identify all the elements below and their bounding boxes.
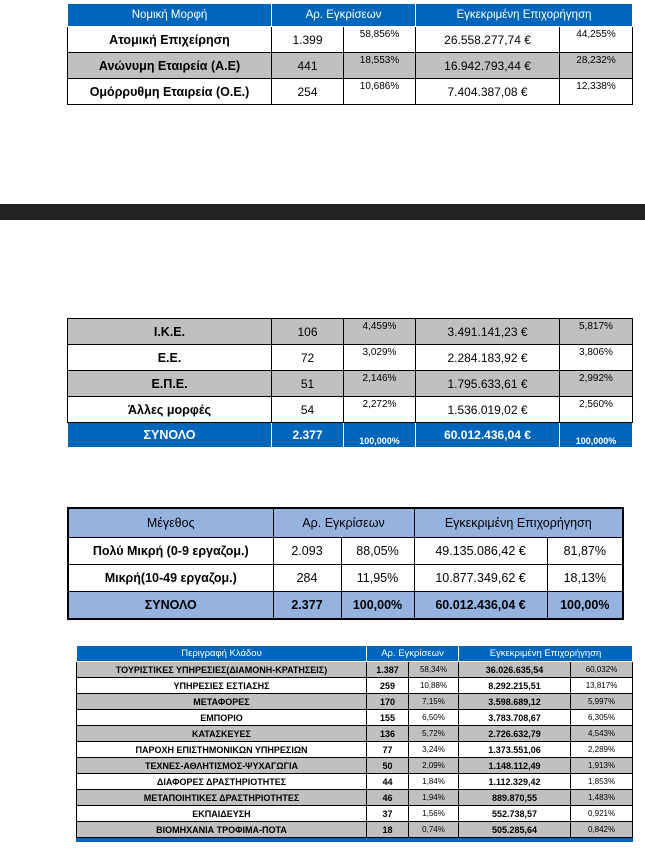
total-label: ΣΥΝΟΛΟ: [68, 423, 272, 448]
row-count: 106: [272, 319, 344, 345]
row-count-pct: 18,553%: [344, 53, 416, 79]
row-amount: 1.148.112,49: [459, 758, 571, 774]
row-label: ΒΙΟΜΗΧΑΝΙΑ ΤΡΟΦΙΜΑ-ΠΟΤΑ: [77, 822, 367, 838]
row-amount: 1.795.633,61 €: [416, 371, 560, 397]
row-label: Ομόρρυθμη Εταιρεία (Ο.Ε.): [68, 79, 272, 105]
row-amount-pct: 0,842%: [571, 822, 633, 838]
row-count-pct: 10,88%: [409, 678, 459, 694]
row-label: ΤΟΥΡΙΣΤΙΚΕΣ ΥΠΗΡΕΣΙΕΣ(ΔΙΑΜΟΝΗ-ΚΡΑΤΗΣΕΙΣ): [77, 662, 367, 678]
row-amount: 36.026.635,54: [459, 662, 571, 678]
row-label: ΚΑΤΑΣΚΕΥΕΣ: [77, 726, 367, 742]
row-amount: 1.536.019,02 €: [416, 397, 560, 423]
row-count: 441: [272, 53, 344, 79]
row-label: ΜΕΤΑΦΟΡΕΣ: [77, 694, 367, 710]
row-amount: 16.942.793,44 €: [416, 53, 560, 79]
table-row: [68, 538, 623, 565]
total-amount: 60.012.436,04 €: [414, 592, 547, 620]
row-amount-pct: 1,853%: [571, 774, 633, 790]
table-row: [77, 806, 633, 822]
row-amount-pct: 18,13%: [547, 565, 623, 592]
row-label: Άλλες μορφές: [68, 397, 272, 423]
row-count-pct: 5,72%: [409, 726, 459, 742]
row-amount: 3.783.708,67: [459, 710, 571, 726]
total-amount-pct: 100,00%: [547, 592, 623, 620]
row-amount-pct: 0,921%: [571, 806, 633, 822]
table-row: [77, 710, 633, 726]
row-label: ΠΑΡΟΧΗ ΕΠΙΣΤΗΜΟΝΙΚΩΝ ΥΠΗΡΕΣΙΩΝ: [77, 742, 367, 758]
row-count: 46: [367, 790, 409, 806]
row-amount: 10.877.349,62 €: [414, 565, 547, 592]
table-row: [77, 662, 633, 678]
total-count-pct: 100,000%: [344, 423, 416, 448]
total-count: 2.377: [272, 423, 344, 448]
row-count-pct: 58,34%: [409, 662, 459, 678]
legal-form-table: [67, 3, 633, 105]
total-count: 2.377: [273, 592, 341, 620]
table-header-row: [68, 508, 623, 538]
row-amount-pct: 3,806%: [560, 345, 633, 371]
table-row: [77, 742, 633, 758]
row-count-pct: 2,272%: [344, 397, 416, 423]
row-amount-pct: 81,87%: [547, 538, 623, 565]
row-amount: 26.558.277,74 €: [416, 27, 560, 53]
row-count: 72: [272, 345, 344, 371]
row-count: 37: [367, 806, 409, 822]
row-amount-pct: 2,560%: [560, 397, 633, 423]
row-amount: 2.284.183,92 €: [416, 345, 560, 371]
row-amount-pct: 28,232%: [560, 53, 633, 79]
row-count-pct: 1,94%: [409, 790, 459, 806]
table-row: [77, 822, 633, 838]
row-count-pct: 2,146%: [344, 371, 416, 397]
cut-off-row: [77, 838, 633, 842]
row-count: 2.093: [273, 538, 341, 565]
row-count-pct: 11,95%: [341, 565, 414, 592]
table-row: [68, 345, 633, 371]
row-count-pct: 10,686%: [344, 79, 416, 105]
table-row: [68, 371, 633, 397]
table-row: [77, 726, 633, 742]
table-row: [77, 774, 633, 790]
row-amount: 2.726.632,79: [459, 726, 571, 742]
row-amount: 505.285,64: [459, 822, 571, 838]
row-count: 44: [367, 774, 409, 790]
row-count: 50: [367, 758, 409, 774]
row-label: ΥΠΗΡΕΣΙΕΣ ΕΣΤΙΑΣΗΣ: [77, 678, 367, 694]
row-count-pct: 7,15%: [409, 694, 459, 710]
row-count: 155: [367, 710, 409, 726]
row-count-pct: 88,05%: [341, 538, 414, 565]
row-amount-pct: 6,305%: [571, 710, 633, 726]
row-amount: 1.112.329,42: [459, 774, 571, 790]
row-label: ΜΕΤΑΠΟΙΗΤΙΚΕΣ ΔΡΑΣΤΗΡΙΟΤΗΤΕΣ: [77, 790, 367, 806]
row-amount-pct: 1,483%: [571, 790, 633, 806]
total-count-pct: 100,00%: [341, 592, 414, 620]
row-count: 18: [367, 822, 409, 838]
total-row: [68, 423, 633, 448]
column-header-size: Μέγεθος: [68, 508, 273, 538]
row-amount: 3.598.689,12: [459, 694, 571, 710]
column-header-approvals: Αρ. Εγκρίσεων: [272, 4, 416, 27]
total-amount: 60.012.436,04 €: [416, 423, 560, 448]
row-amount-pct: 12,338%: [560, 79, 633, 105]
row-amount-pct: 2,992%: [560, 371, 633, 397]
table-row: [77, 694, 633, 710]
row-label: Ε.Ε.: [68, 345, 272, 371]
row-amount-pct: 13,817%: [571, 678, 633, 694]
column-header-approvals: Αρ. Εγκρίσεων: [273, 508, 414, 538]
row-count: 1.387: [367, 662, 409, 678]
column-header-approvals: Αρ. Εγκρίσεων: [367, 646, 459, 662]
row-amount-pct: 1,913%: [571, 758, 633, 774]
row-label: Ανώνυμη Εταιρεία (Α.Ε): [68, 53, 272, 79]
table-row: [68, 79, 633, 105]
row-amount: 552.738,57: [459, 806, 571, 822]
row-count: 136: [367, 726, 409, 742]
row-label: ΤΕΧΝΕΣ-ΑΘΛΗΤΙΣΜΟΣ-ΨΥΧΑΓΩΓΙΑ: [77, 758, 367, 774]
row-label: Πολύ Μικρή (0-9 εργαζομ.): [68, 538, 273, 565]
row-label: Ι.Κ.Ε.: [68, 319, 272, 345]
total-row: [68, 592, 623, 620]
row-count: 254: [272, 79, 344, 105]
row-count: 54: [272, 397, 344, 423]
table-row: [77, 758, 633, 774]
row-count-pct: 2,09%: [409, 758, 459, 774]
row-count-pct: 58,856%: [344, 27, 416, 53]
row-count: 77: [367, 742, 409, 758]
row-count-pct: 1,84%: [409, 774, 459, 790]
row-label: Ε.Π.Ε.: [68, 371, 272, 397]
legal-form-table-continued: [67, 318, 633, 448]
row-label: Ατομική Επιχείρηση: [68, 27, 272, 53]
company-size-table: [67, 507, 624, 620]
total-label: ΣΥΝΟΛΟ: [68, 592, 273, 620]
row-count-pct: 0,74%: [409, 822, 459, 838]
table-row: [68, 397, 633, 423]
row-amount: 7.404.387,08 €: [416, 79, 560, 105]
row-amount: 49.135.086,42 €: [414, 538, 547, 565]
row-label: Μικρή(10-49 εργαζομ.): [68, 565, 273, 592]
row-amount-pct: 4,543%: [571, 726, 633, 742]
row-label: ΕΚΠΑΙΔΕΥΣΗ: [77, 806, 367, 822]
row-count-pct: 3,029%: [344, 345, 416, 371]
row-count: 51: [272, 371, 344, 397]
row-amount: 889.870,55: [459, 790, 571, 806]
table-row: [77, 790, 633, 806]
table-row: [68, 565, 623, 592]
table-header-row: [68, 4, 633, 27]
table-row: [68, 27, 633, 53]
row-amount: 3.491.141,23 €: [416, 319, 560, 345]
row-amount-pct: 5,997%: [571, 694, 633, 710]
column-header-legal-form: Νομική Μορφή: [68, 4, 272, 27]
row-amount-pct: 60,032%: [571, 662, 633, 678]
row-count-pct: 6,50%: [409, 710, 459, 726]
row-count: 1.399: [272, 27, 344, 53]
row-label: ΔΙΑΦΟΡΕΣ ΔΡΑΣΤΗΡΙΟΤΗΤΕΣ: [77, 774, 367, 790]
sector-table: [76, 645, 633, 842]
row-count-pct: 1,56%: [409, 806, 459, 822]
row-label: ΕΜΠΟΡΙΟ: [77, 710, 367, 726]
row-amount: 8.292.215,51: [459, 678, 571, 694]
row-count: 284: [273, 565, 341, 592]
row-count: 259: [367, 678, 409, 694]
row-amount-pct: 2,289%: [571, 742, 633, 758]
column-header-approved-grant: Εγκεκριμένη Επιχορήγηση: [416, 4, 633, 27]
table-row: [77, 678, 633, 694]
table-row: [68, 319, 633, 345]
column-header-approved-grant: Εγκεκριμένη Επιχορήγηση: [459, 646, 633, 662]
page-divider-bar: [0, 204, 645, 220]
table-row: [68, 53, 633, 79]
table-header-row: [77, 646, 633, 662]
row-count-pct: 4,459%: [344, 319, 416, 345]
total-amount-pct: 100,000%: [560, 423, 633, 448]
column-header-sector: Περιγραφή Κλάδου: [77, 646, 367, 662]
column-header-approved-grant: Εγκεκριμένη Επιχορήγηση: [414, 508, 623, 538]
row-count-pct: 3,24%: [409, 742, 459, 758]
row-count: 170: [367, 694, 409, 710]
row-amount: 1.373.551,06: [459, 742, 571, 758]
row-amount-pct: 5,817%: [560, 319, 633, 345]
row-amount-pct: 44,255%: [560, 27, 633, 53]
